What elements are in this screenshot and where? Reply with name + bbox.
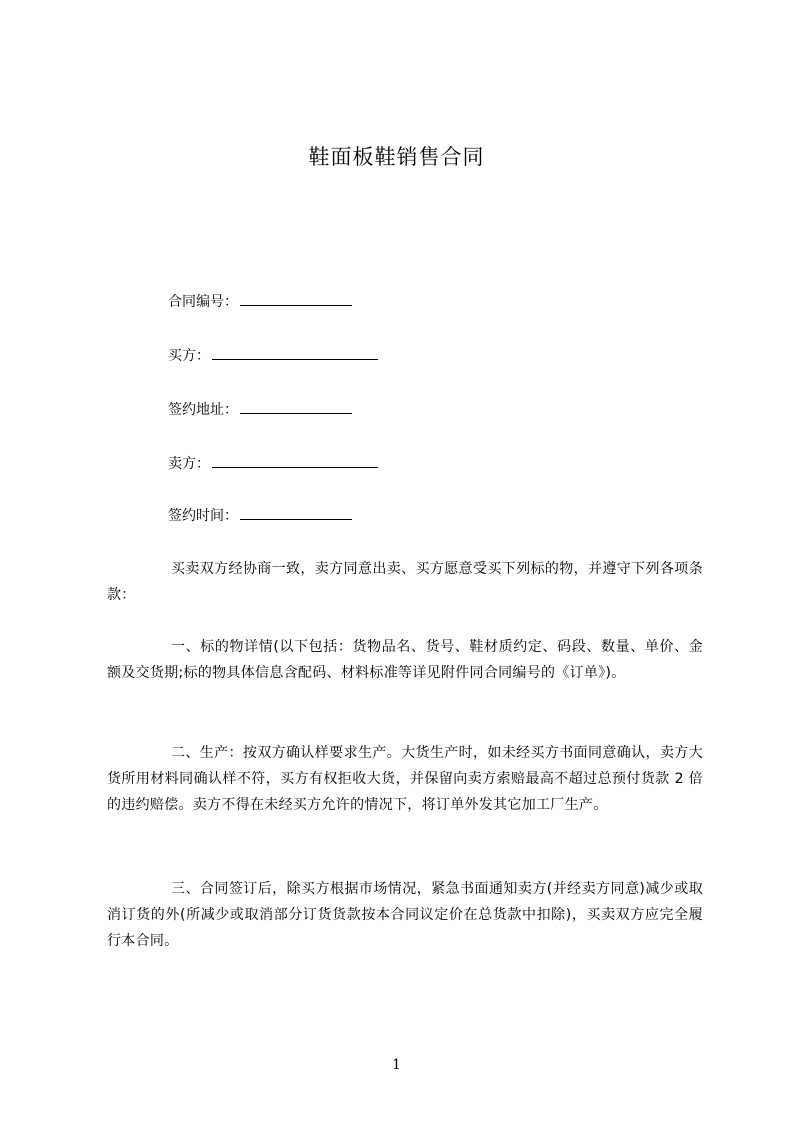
page-number: 1	[392, 1057, 401, 1073]
field-label-seller: 卖方：	[168, 456, 210, 472]
field-label-signing-time: 签约时间：	[168, 508, 238, 524]
seller-blank-line	[212, 453, 378, 468]
field-seller	[168, 453, 378, 474]
field-label-contract-number: 合同编号：	[168, 294, 238, 310]
field-buyer	[168, 345, 378, 366]
field-signing-address	[168, 399, 352, 420]
field-signing-time	[168, 505, 352, 526]
intro-paragraph: 买卖双方经协商一致，卖方同意出卖、买方愿意受买下列标的物，并遵守下列各项条款：	[107, 561, 703, 603]
signing-time-blank-line	[240, 505, 352, 520]
contract-number-blank-line	[240, 291, 352, 306]
field-contract-number	[168, 291, 352, 312]
clause-1-paragraph: 一、标的物详情(以下包括：货物品名、货号、鞋材质约定、码段、数量、单价、金额及交货期;标的物具体信息含配码、材料标准等详见附件同合同编号的《订单》)。	[107, 639, 703, 681]
buyer-blank-line	[212, 345, 378, 360]
clause-2-paragraph: 二、生产：按双方确认样要求生产。大货生产时，如未经买方书面同意确认，卖方大货所用材料同确认样不符，买方有权拒收大货，并保留向卖方索赔最高不超过总预付货款 2 倍的违约赔偿。卖方不得在未经买方允许的情况下，将订单外发其它加工厂生产。	[107, 745, 703, 813]
field-label-signing-address: 签约地址：	[168, 402, 238, 418]
signing-address-blank-line	[240, 399, 352, 414]
clause-3-paragraph: 三、合同签订后，除买方根据市场情况，紧急书面通知卖方(并经卖方同意)减少或取消订货的外(所减少或取消部分订货货款按本合同议定价在总货款中扣除)，买卖双方应完全履行本合同。	[107, 881, 703, 949]
field-label-buyer: 买方：	[168, 348, 210, 364]
contract-title: 鞋面板鞋销售合同	[308, 145, 485, 169]
